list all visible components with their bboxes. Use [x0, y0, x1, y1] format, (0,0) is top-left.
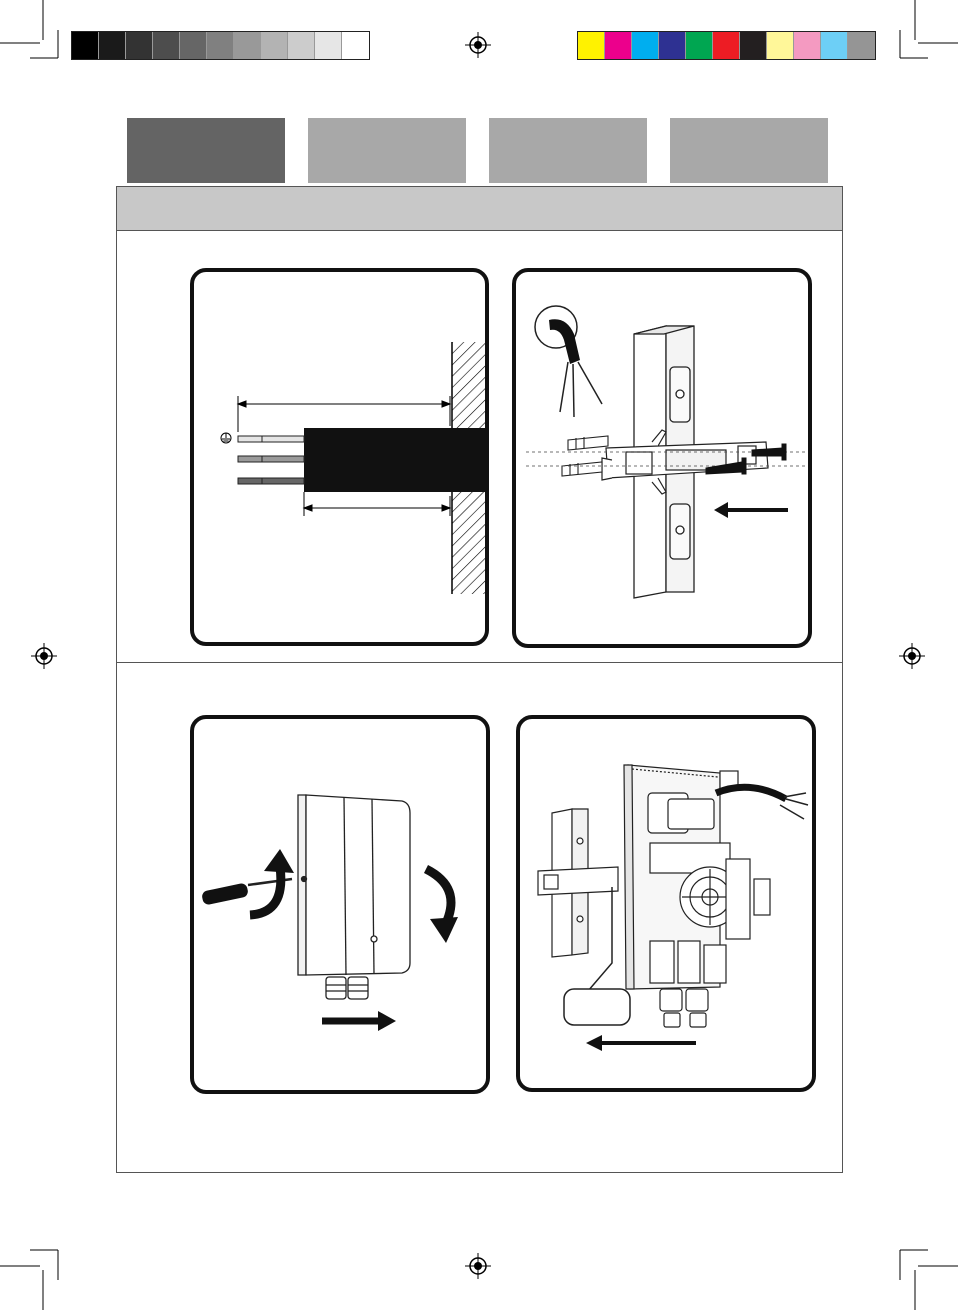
- cable-entry-detail: [535, 306, 602, 417]
- panel-unit-mounting: [516, 715, 816, 1092]
- color-swatch: [632, 32, 659, 59]
- color-swatch: [821, 32, 848, 59]
- mounting-plate-illustration: [516, 272, 808, 644]
- color-swatch: [578, 32, 605, 59]
- gray-swatch: [261, 32, 288, 59]
- arrow-icon: [714, 502, 788, 518]
- dimension-total-length: [238, 396, 450, 432]
- panel-cover-removal: [190, 715, 490, 1094]
- registration-mark-icon: [465, 1253, 491, 1279]
- color-swatch: [848, 32, 875, 59]
- unit-mounting-illustration: [520, 719, 812, 1088]
- gray-swatch: [72, 32, 99, 59]
- heater-unit: [298, 795, 410, 999]
- color-swatch: [794, 32, 821, 59]
- cable-stripping-illustration: [194, 272, 485, 642]
- color-swatch: [659, 32, 686, 59]
- gray-swatch: [234, 32, 261, 59]
- process-color-calibration-bar: [577, 31, 876, 60]
- callout-leader: [588, 887, 612, 991]
- color-swatch: [605, 32, 632, 59]
- wall-plug: [562, 436, 608, 476]
- wire-earth: [238, 436, 304, 442]
- gray-swatch: [180, 32, 207, 59]
- registration-mark-icon: [31, 643, 57, 669]
- cable-sheath: [304, 428, 485, 492]
- gray-swatch: [315, 32, 342, 59]
- arrow-icon: [426, 869, 458, 943]
- supply-cable: [716, 787, 808, 819]
- arrow-icon: [586, 1035, 696, 1051]
- tab-4[interactable]: [670, 118, 828, 183]
- panel-mounting-plate: [512, 268, 812, 648]
- color-swatch: [767, 32, 794, 59]
- registration-mark-icon: [899, 643, 925, 669]
- grayscale-calibration-bar: [71, 31, 370, 60]
- mounting-plate: [538, 809, 618, 957]
- color-swatch: [686, 32, 713, 59]
- arrow-icon: [322, 1011, 396, 1031]
- gray-swatch: [288, 32, 315, 59]
- tab-3[interactable]: [489, 118, 647, 183]
- gray-swatch: [99, 32, 126, 59]
- registration-mark-icon: [465, 32, 491, 58]
- wire-neutral: [238, 478, 304, 484]
- panel-cable-stripping: [190, 268, 489, 646]
- wire-live: [238, 456, 304, 462]
- section-header: [116, 186, 843, 231]
- tab-1[interactable]: [127, 118, 285, 183]
- color-swatch: [713, 32, 740, 59]
- callout-box: [564, 989, 630, 1025]
- tab-2[interactable]: [308, 118, 466, 183]
- cover-removal-illustration: [194, 719, 486, 1090]
- color-swatch: [740, 32, 767, 59]
- gray-swatch: [153, 32, 180, 59]
- ground-symbol-icon: [221, 433, 231, 443]
- heater-internals: [624, 765, 770, 1027]
- dimension-sheath-length: [304, 492, 450, 516]
- gray-swatch: [342, 32, 369, 59]
- gray-swatch: [126, 32, 153, 59]
- gray-swatch: [207, 32, 234, 59]
